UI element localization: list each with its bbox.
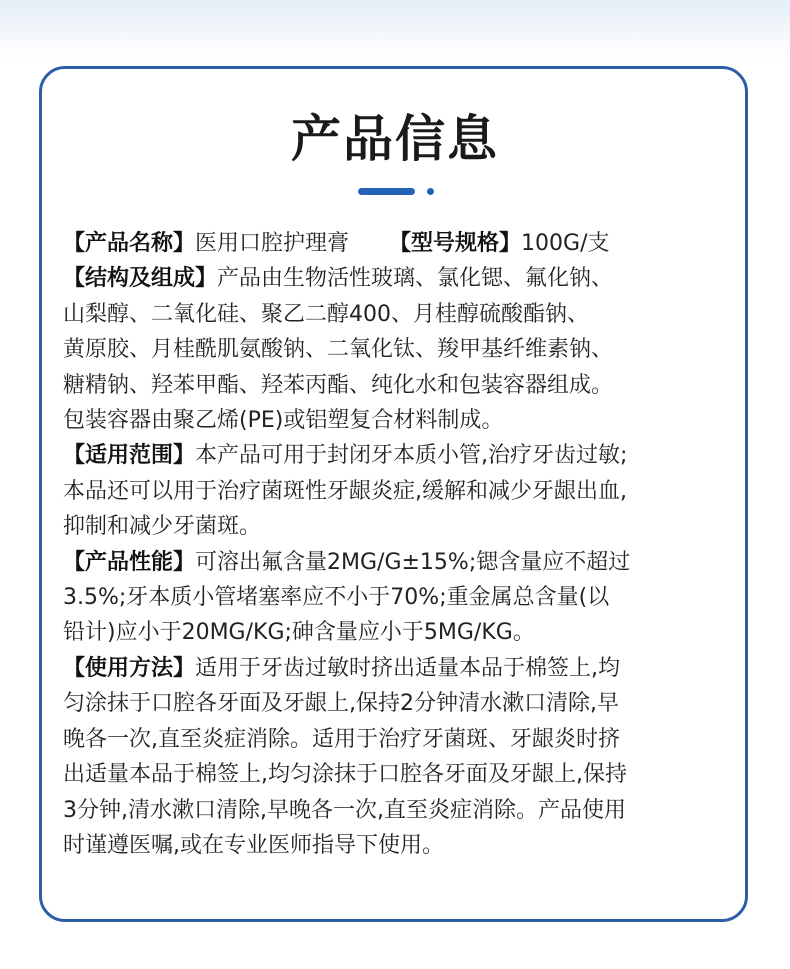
product-name-label: 【产品名称】 [63, 231, 196, 256]
performance-label: 【产品性能】 [63, 549, 196, 575]
composition-line-2: 黄原胶、月桂酰肌氨酸钠、二氧化钛、羧甲基纤维素钠、 [63, 337, 614, 363]
scope-line-0: 【适用范围】本产品可用于封闭牙本质小管,治疗牙齿过敏; [63, 443, 628, 469]
scope-line-2: 抑制和减少牙菌斑。 [63, 514, 262, 540]
usage-line-5: 时谨遵医嘱,或在专业医师指导下使用。 [63, 832, 444, 858]
name-and-spec-line [63, 226, 743, 261]
underline-bar [358, 188, 415, 195]
performance-line-1: 3.5%;牙本质小管堵塞率应不小于70%;重金属总含量(以 [63, 585, 610, 611]
product-name-value: 医用口腔护理膏 [195, 231, 350, 256]
composition-line-1: 山梨醇、二氧化硅、聚乙二醇400、月桂醇硫酸酯钠、 [63, 301, 589, 327]
scope-label: 【适用范围】 [63, 443, 196, 469]
usage-line-1: 匀涂抹于口腔各牙面及牙龈上,保持2分钟清水漱口清除,早 [63, 691, 619, 717]
scope-line-1: 本品还可以用于治疗菌斑性牙龈炎症,缓解和减少牙龈出血, [63, 478, 627, 504]
usage-line-2: 晚各一次,直至炎症消除。适用于治疗牙菌斑、牙龈炎时挤 [63, 726, 620, 752]
product-info-body [63, 226, 743, 863]
composition-line-0: 【结构及组成】产品由生物活性玻璃、氯化锶、氟化钠、 [63, 266, 614, 292]
usage-label: 【使用方法】 [63, 655, 196, 681]
model-spec-label: 【型号规格】 [389, 231, 522, 256]
usage-line-4: 3分钟,清水漱口清除,早晚各一次,直至炎症消除。产品使用 [63, 797, 626, 823]
page-title: 产品信息 [291, 110, 499, 168]
underline-dot [427, 188, 434, 195]
performance-line-0: 【产品性能】可溶出氟含量2MG/G±15%;锶含量应不超过 [63, 549, 631, 575]
performance-line-2: 铅计)应小于20MG/KG;砷含量应小于5MG/KG。 [63, 620, 535, 646]
composition-line-3: 糖精钠、羟苯甲酯、羟苯丙酯、纯化水和包装容器组成。 [63, 372, 614, 398]
title-underline-decoration [358, 186, 438, 196]
composition-line-4: 包装容器由聚乙烯(PE)或铝塑复合材料制成。 [63, 408, 504, 434]
usage-line-3: 出适量本品于棉签上,均匀涂抹于口腔各牙面及牙龈上,保持 [63, 762, 627, 788]
model-spec-value: 100G/支 [521, 231, 610, 256]
usage-line-0: 【使用方法】适用于牙齿过敏时挤出适量本品于棉签上,均 [63, 655, 621, 681]
composition-label: 【结构及组成】 [63, 266, 218, 292]
